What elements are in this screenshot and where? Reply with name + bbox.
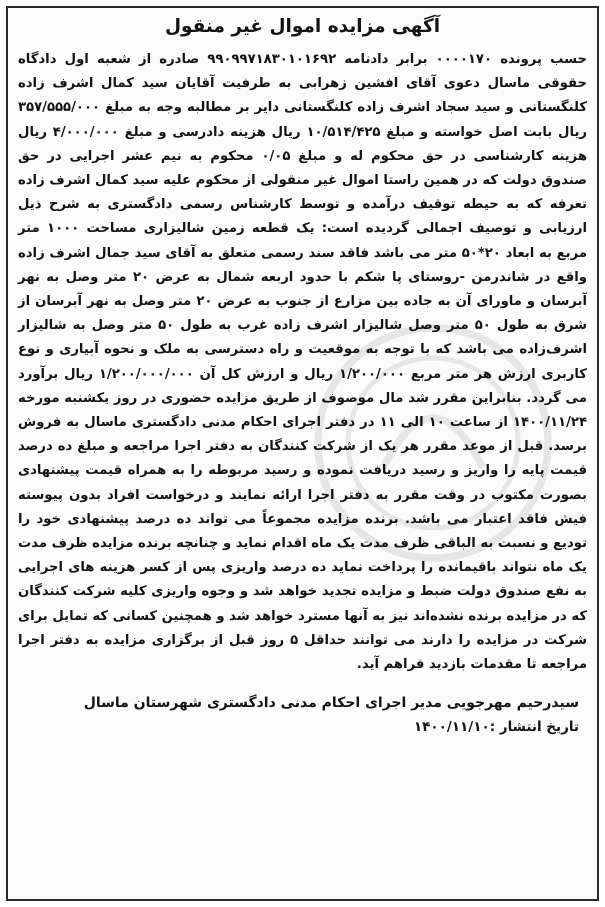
signature-line: سیدرحیم مهرجویی مدیر اجرای احکام مدنی دادگستری شهرستان ماسال	[83, 695, 579, 712]
auction-notice	[6, 6, 599, 901]
notice-title: آگهی مزایده اموال غیر منقول	[164, 16, 441, 37]
notice-body: حسب پرونده ۰۰۰۰۱۷۰ برابر دادنامه ۹۹۰۹۹۷۱۸۳۰۱۰۱۶۹۲ صادره از شعبه اول دادگاه حقوقی ماسال دعوی آقای افشین زهرابی به طرفیت آقایان سید کمال اشرف زاده کلنگستانی و سید سجاد اشرف زاده کلنگستانی دایر بر مطالبه وجه به مبلغ ۳۵۷/۵۵۵/۰۰۰ ریال بابت اصل خواسته و مبلغ ۱۰/۵۱۴/۴۲۵ ریال هزینه دادرسی و مبلغ ۴/۰۰۰/۰۰۰ ریال هزینه کارشناسی در حق محکوم له و مبلغ ۰/۰۵ محکوم به نیم عشر اجرایی در حق صندوق دولت که در همین راستا اموال غیر منقولی از محکوم علیه سید کمال اشرف زاده تعرفه که به حیطه توقیف درآمده و توسط کارشناس رسمی دادگستری به شرح ذیل ارزیابی و توصیف اجمالی گردیده است: یک قطعه زمین شالیزاری مساحت ۱۰۰۰ متر مربع به ابعاد ۲۰*۵۰ متر می باشد فاقد سند رسمی متعلق به آقای سید جمال اشرف زاده واقع در شاندرمن -روستای پا شکم با حدود اربعه شمال به عرض ۲۰ متر وصل به نهر آبرسان و ماورای آن به جاده بین مزارع از جنوب به عرض ۲۰ متر وصل به نهر آبرسان از شرق به طول ۵۰ متر وصل شالیزار اشرف زاده غرب به طول ۵۰ متر وصل به شالیزار اشرف‌زاده می باشد که با توجه به موقعیت و راه دسترسی به ملک و نحوه آبیاری و نوع کاربری ارزش هر متر مربع ۱/۲۰۰/۰۰۰ ریال و ارزش کل آن ۱/۲۰۰/۰۰۰/۰۰۰ ریال برآورد می گردد. بنابراین مقرر شد مال موصوف از طریق مزایده حضوری در روز یکشنبه مورخه ۱۴۰۰/۱۱/۲۴ از ساعت ۱۰ الی ۱۱ در دفتر اجرای احکام مدنی دادگستری ماسال به فروش برسد. قبل از موعد مقرر هر یک از شرکت کنندگان به دفتر اجرا مراجعه و مبلغ ده درصد قیمت پایه را واریز و رسید دریافت نموده و رسید مربوطه را به همراه قیمت پیشنهادی بصورت مکتوب در وقت مقرر به دفتر اجرا ارائه نمایند و درخواست افراد بدون پیوسته فیش فاقد اعتبار می باشد. برنده مزایده مجموعاً می تواند ده درصد پیشنهادی خود را تودیع و نسبت به الباقی ظرف مدت یک ماه اقدام نماید و چنانچه برنده مزایده ظرف مدت یک ماه نتواند باقیمانده را پرداخت نماید ده درصد واریزی پس از کسر هزینه های اجرایی به نفع صندوق دولت ضبط و مزایده تجدید خواهد شد و وجوه واریزی کلیه شرکت کنندگان که در مزایده برنده نشده‌اند نیز به آنها مسترد خواهد شد و همچنین کسانی که تمایل برای شرکت در مزایده را دارند می توانند حداقل ۵ روز قبل از برگزاری مزایده به دفتر اجرا مراجعه تا مقدمات بازدید فراهم آید.	[18, 52, 588, 673]
publication-date: تاریخ انتشار :۱۴۰۰/۱۱/۱۰	[413, 719, 579, 736]
